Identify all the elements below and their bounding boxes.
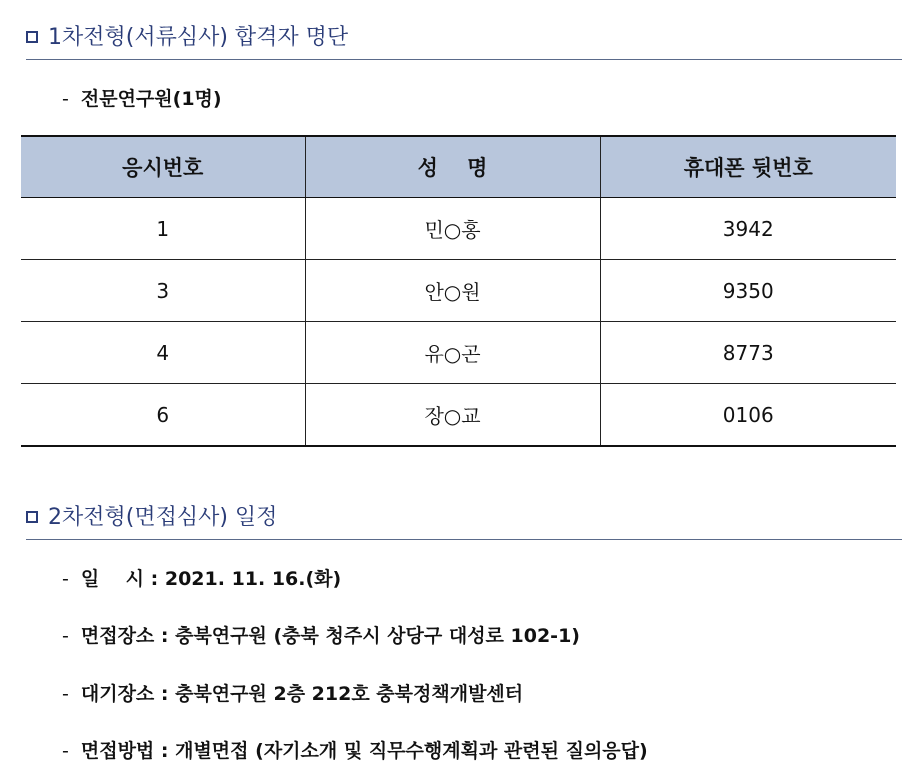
cell-phone: 3942 <box>600 198 896 260</box>
header-name: 성 명 <box>305 136 600 198</box>
dash-bullet: - <box>62 625 69 647</box>
schedule-item-method <box>62 736 648 763</box>
schedule-item-text: 면접장소 : 충북연구원 (충북 청주시 상당구 대성로 102-1) <box>80 625 580 647</box>
header-phone-last-digits: 휴대폰 뒷번호 <box>600 136 896 198</box>
dash-bullet: - <box>62 88 69 110</box>
cell-name: 장○교 <box>305 384 600 447</box>
cell-name: 안○원 <box>305 260 600 322</box>
dash-bullet: - <box>62 740 69 762</box>
table-header-row <box>21 136 896 198</box>
table-row <box>21 260 896 322</box>
schedule-item-datetime <box>62 564 341 591</box>
table-row <box>21 198 896 260</box>
dash-bullet: - <box>62 683 69 705</box>
cell-exam-number: 1 <box>21 198 305 260</box>
section2-title <box>26 500 902 540</box>
cell-phone: 9350 <box>600 260 896 322</box>
cell-exam-number: 3 <box>21 260 305 322</box>
cell-exam-number: 6 <box>21 384 305 447</box>
schedule-item-text: 면접방법 : 개별면접 (자기소개 및 직무수행계획과 관련된 질의응답) <box>80 740 648 762</box>
section1-title-text: 1차전형(서류심사) 합격자 명단 <box>48 25 349 50</box>
cell-exam-number: 4 <box>21 322 305 384</box>
applicant-table <box>21 135 896 447</box>
table-row <box>21 384 896 447</box>
square-box-icon <box>26 31 38 43</box>
schedule-item-venue <box>62 621 580 648</box>
cell-name: 유○곤 <box>305 322 600 384</box>
schedule-item-waiting-room <box>62 679 523 706</box>
cell-name: 민○홍 <box>305 198 600 260</box>
schedule-item-text: 대기장소 : 충북연구원 2층 212호 충북정책개발센터 <box>80 683 524 705</box>
dash-bullet: - <box>62 568 69 590</box>
table-row <box>21 322 896 384</box>
schedule-item-text: 일 시 : 2021. 11. 16.(화) <box>80 568 342 590</box>
cell-phone: 0106 <box>600 384 896 447</box>
section2-title-text: 2차전형(면접심사) 일정 <box>48 505 278 530</box>
subhead-text: 전문연구원(1명) <box>80 88 222 110</box>
square-box-icon <box>26 511 38 523</box>
section1-subhead <box>62 84 222 111</box>
header-exam-number: 응시번호 <box>21 136 305 198</box>
section1-title <box>26 20 902 60</box>
cell-phone: 8773 <box>600 322 896 384</box>
